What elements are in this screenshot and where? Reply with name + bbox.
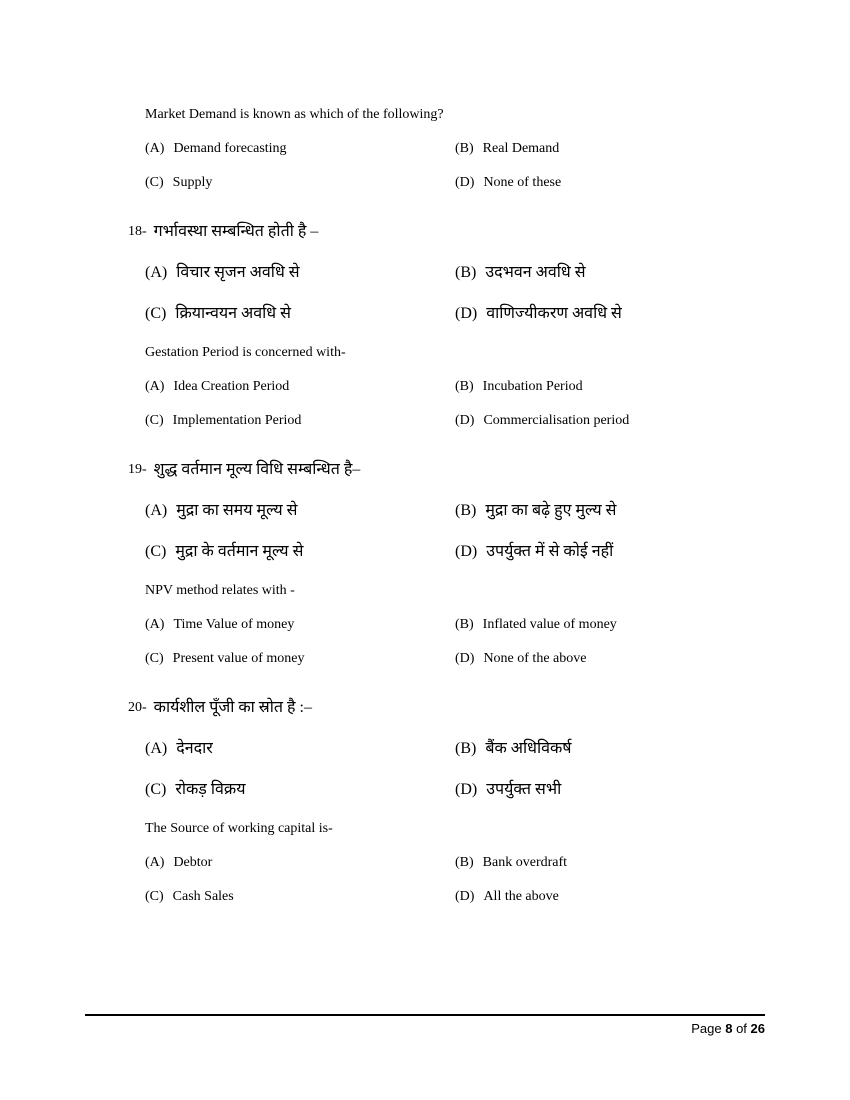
option-d-text: उपर्युक्त में से कोई नहीं — [486, 543, 614, 560]
option-row — [145, 852, 778, 873]
question-text-hi: शुद्ध वर्तमान मूल्य विधि सम्बन्धित है– — [153, 461, 361, 478]
option-d-label: (D) — [455, 781, 478, 798]
option-row — [145, 614, 778, 635]
option-b-label: (B) — [455, 141, 474, 156]
option-c-text: Supply — [172, 175, 213, 190]
question-block — [128, 695, 778, 907]
option-c — [145, 410, 455, 431]
option-b-text: Incubation Period — [482, 379, 583, 394]
option-a-label: (A) — [145, 740, 168, 757]
option-b — [455, 614, 617, 635]
option-a-label: (A) — [145, 855, 165, 870]
option-row — [145, 376, 778, 397]
option-b — [455, 260, 586, 286]
option-c-label: (C) — [145, 175, 164, 190]
question-text-en-label: The Source of working capital is- — [145, 821, 333, 836]
question-text-en — [145, 580, 778, 601]
option-d — [455, 301, 622, 327]
option-c — [145, 539, 455, 565]
option-b-text: Real Demand — [482, 141, 560, 156]
option-d — [455, 410, 629, 431]
option-d — [455, 172, 561, 193]
option-c-text: क्रियान्वयन अवधि से — [175, 305, 291, 322]
option-d-label: (D) — [455, 413, 475, 428]
option-d-text: None of these — [483, 175, 562, 190]
option-d-text: None of the above — [483, 651, 587, 666]
of-label: of — [736, 1021, 747, 1036]
option-a-text: देनदार — [176, 740, 213, 757]
option-d-text: All the above — [483, 889, 559, 904]
option-a — [145, 260, 455, 286]
option-a-text: विचार सृजन अवधि से — [176, 264, 300, 281]
option-row — [145, 777, 778, 803]
question-heading-hi — [128, 695, 778, 721]
option-d — [455, 886, 559, 907]
question-block — [128, 219, 778, 431]
footer-divider — [85, 1014, 765, 1016]
option-a-text: Demand forecasting — [173, 141, 287, 156]
option-row — [145, 736, 778, 762]
option-b — [455, 376, 583, 397]
option-a — [145, 138, 455, 159]
page-number — [691, 1021, 765, 1036]
option-d-text: उपर्युक्त सभी — [486, 781, 562, 798]
option-b — [455, 138, 559, 159]
option-a — [145, 736, 455, 762]
option-a — [145, 614, 455, 635]
option-b-label: (B) — [455, 379, 474, 394]
option-b-text: बैंक अधिविकर्ष — [485, 740, 572, 757]
option-c — [145, 648, 455, 669]
option-b-label: (B) — [455, 855, 474, 870]
option-c-text: Implementation Period — [172, 413, 302, 428]
option-row — [145, 886, 778, 907]
option-c-label: (C) — [145, 543, 167, 560]
option-c — [145, 172, 455, 193]
option-d-label: (D) — [455, 175, 475, 190]
option-a-label: (A) — [145, 379, 165, 394]
page-current: 8 — [725, 1021, 733, 1036]
question-text-en — [145, 104, 778, 125]
option-row — [145, 410, 778, 431]
question-heading-hi — [128, 457, 778, 483]
option-a-text: मुद्रा का समय मूल्य से — [176, 502, 298, 519]
option-c — [145, 777, 455, 803]
option-c-label: (C) — [145, 413, 164, 428]
option-row — [145, 648, 778, 669]
option-c-label: (C) — [145, 651, 164, 666]
question-text-en — [145, 818, 778, 839]
option-a-label: (A) — [145, 141, 165, 156]
option-c-label: (C) — [145, 889, 164, 904]
option-c-text: Present value of money — [172, 651, 305, 666]
questions-content — [128, 104, 778, 933]
option-c-label: (C) — [145, 781, 167, 798]
option-row — [145, 138, 778, 159]
option-d-label: (D) — [455, 889, 475, 904]
option-d-label: (D) — [455, 543, 478, 560]
option-row — [145, 498, 778, 524]
question-number: 20- — [128, 700, 147, 715]
question-block — [128, 104, 778, 193]
option-c — [145, 301, 455, 327]
option-b-label: (B) — [455, 617, 474, 632]
option-b-label: (B) — [455, 740, 477, 757]
option-d — [455, 539, 613, 565]
option-row — [145, 301, 778, 327]
question-number: 19- — [128, 462, 147, 477]
question-text-en — [145, 342, 778, 363]
option-c-text: Cash Sales — [172, 889, 234, 904]
option-a-label: (A) — [145, 502, 168, 519]
option-b — [455, 498, 616, 524]
option-d — [455, 777, 561, 803]
option-d — [455, 648, 586, 669]
page-total: 26 — [750, 1021, 765, 1036]
question-heading-hi — [128, 219, 778, 245]
option-c-text: रोकड़ विक्रय — [175, 781, 246, 798]
option-b-label: (B) — [455, 502, 477, 519]
option-d-label: (D) — [455, 651, 475, 666]
option-c-label: (C) — [145, 305, 167, 322]
question-number: 18- — [128, 224, 147, 239]
option-a-text: Time Value of money — [173, 617, 295, 632]
question-text-en-label: NPV method relates with - — [145, 583, 295, 598]
question-text-en-label: Gestation Period is concerned with- — [145, 345, 346, 360]
question-text-en-label: Market Demand is known as which of the following? — [145, 107, 444, 122]
option-b-text: उदभवन अवधि से — [485, 264, 586, 281]
option-b-text: Bank overdraft — [482, 855, 568, 870]
option-b-text: Inflated value of money — [482, 617, 617, 632]
option-a — [145, 852, 455, 873]
question-text-hi: गर्भावस्था सम्बन्धित होती है – — [153, 223, 319, 240]
option-a-label: (A) — [145, 617, 165, 632]
option-c-text: मुद्रा के वर्तमान मूल्य से — [175, 543, 304, 560]
option-a-text: Debtor — [173, 855, 213, 870]
option-b — [455, 852, 567, 873]
option-d-label: (D) — [455, 305, 478, 322]
option-b-text: मुद्रा का बढ़े हुए मुल्य से — [485, 502, 617, 519]
option-row — [145, 539, 778, 565]
option-a-label: (A) — [145, 264, 168, 281]
option-a — [145, 376, 455, 397]
option-a-text: Idea Creation Period — [173, 379, 290, 394]
option-d-text: Commercialisation period — [483, 413, 630, 428]
option-row — [145, 260, 778, 286]
question-block — [128, 457, 778, 669]
option-d-text: वाणिज्यीकरण अवधि से — [486, 305, 622, 322]
option-a — [145, 498, 455, 524]
option-b — [455, 736, 572, 762]
option-c — [145, 886, 455, 907]
page-label: Page — [691, 1021, 722, 1036]
question-text-hi: कार्यशील पूँजी का स्रोत है :– — [153, 699, 312, 716]
option-row — [145, 172, 778, 193]
option-b-label: (B) — [455, 264, 477, 281]
